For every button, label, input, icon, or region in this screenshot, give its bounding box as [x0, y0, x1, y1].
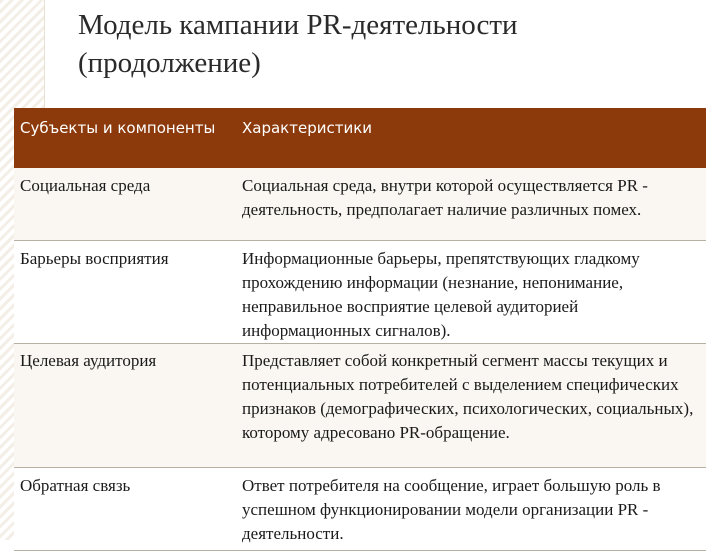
table-row	[14, 468, 706, 551]
row-subject: Социальная среда	[14, 168, 230, 241]
row-description: Ответ потребителя на сообщение, играет большую роль в успешном функционировании модели организации PR - деятельности.	[230, 468, 706, 551]
pr-model-table	[14, 108, 706, 551]
header-characteristics: Характеристики	[230, 108, 706, 168]
table-row	[14, 168, 706, 241]
header-subjects: Субъекты и компоненты	[14, 108, 230, 168]
row-subject: Барьеры восприятия	[14, 241, 230, 344]
row-subject: Обратная связь	[14, 468, 230, 551]
row-description: Социальная среда, внутри которой осуществляется PR - деятельность, предполагает наличие различных помех.	[230, 168, 706, 241]
row-subject: Целевая аудитория	[14, 344, 230, 468]
slide-title: Модель кампании PR-деятельности (продолжение)	[78, 9, 518, 79]
row-description: Представляет собой конкретный сегмент массы текущих и потенциальных потребителей с выделением специфических признаков (демографических, психологических, социальных), которому адресовано PR-обращение.	[230, 344, 706, 468]
table-row	[14, 344, 706, 468]
row-description: Информационные барьеры, препятствующих гладкому прохождению информации (незнание, непонимание, неправильное восприятие целевой аудиторией информационных сигналов).	[230, 241, 706, 344]
table-row	[14, 241, 706, 344]
table-header-row	[14, 108, 706, 168]
